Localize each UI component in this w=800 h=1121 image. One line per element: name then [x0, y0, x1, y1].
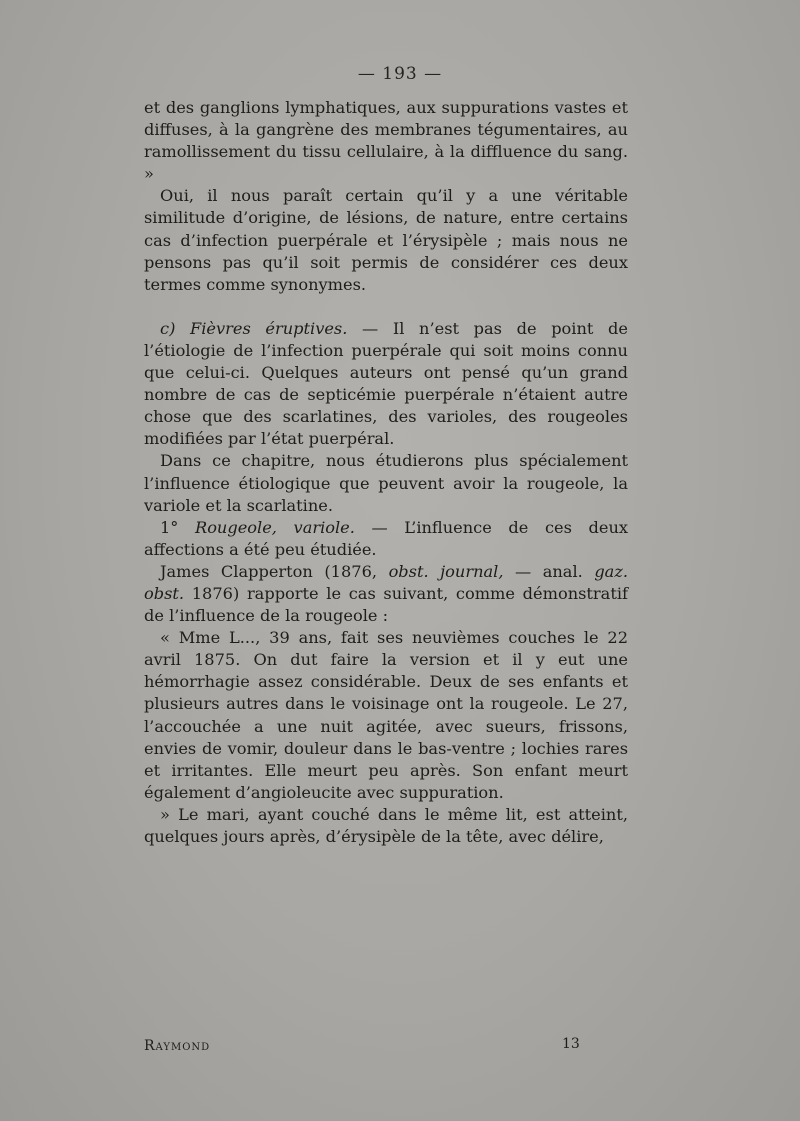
- paragraph: [144, 561, 628, 627]
- text-run: 1°: [160, 517, 195, 537]
- subsection-heading: Rougeole, variole.: [195, 517, 355, 537]
- page-number: — 193 —: [357, 64, 443, 84]
- text-run: et des ganglions lymphatiques, aux suppurations vastes et diffuses, à la gangrène des membranes tégumentaires, au ramollissement du tissu cellulaire, à la diffluence du sang. »: [144, 98, 628, 184]
- signature-mark: 13: [562, 1036, 580, 1052]
- text-run: James Clapperton (1876,: [160, 561, 389, 581]
- paragraph: [144, 97, 628, 185]
- text-run: Oui, il nous paraît certain qu’il y a une véritable similitude d’origine, de lésions, de nature, entre certains cas d’infection puerpérale et l’érysipèle ; mais nous ne pensons pas qu’il soit permis de considérer ces deux termes comme synonymes.: [144, 186, 628, 294]
- paragraph: [144, 450, 628, 516]
- citation-italic: gaz. obst.: [144, 561, 628, 603]
- section-heading: c) Fièvres éruptives.: [160, 318, 348, 338]
- quotation-paragraph: [144, 627, 628, 804]
- section-heading-paragraph: [144, 318, 628, 451]
- text-run: » Le mari, ayant couché dans le même lit, est atteint, quelques jours après, d’érysipèle de la tête, avec délire,: [144, 804, 628, 846]
- text-run: — anal.: [503, 561, 595, 581]
- text-run: « Mme L..., 39 ans, fait ses neuvièmes couches le 22 avril 1875. On dut faire la version et il y eut une hémorrhagie assez considérable. Deux de ses enfants et plusieurs autres dans le voisinage ont la rougeole. Le 27, l’accouchée a une nuit agitée, avec sueurs, frissons, envies de vomir, douleur dans le bas-ventre ; lochies rares et irritantes. Elle meurt peu après. Son enfant meurt également d’angioleucite avec suppuration.: [144, 628, 628, 802]
- paragraph: [144, 185, 628, 295]
- text-run: 1876) rapporte le cas suivant, comme démonstratif de l’influence de la rougeole :: [144, 583, 628, 626]
- text-run: — L’influence de ces deux affections a été peu étudiée.: [144, 517, 628, 559]
- body-text: [144, 97, 628, 848]
- subsection-paragraph: [144, 517, 628, 561]
- text-run: Dans ce chapitre, nous étudierons plus spécialement l’influence étiologique que peuvent avoir la rougeole, la variole et la scarlatine.: [144, 451, 628, 515]
- footer-author: Raymond: [144, 1038, 211, 1054]
- citation-italic: obst. journal,: [388, 561, 504, 581]
- text-run: — Il n’est pas de point de l’étiologie de l’infection puerpérale qui soit moins connu que celui-ci. Quelques auteurs ont pensé qu’un grand nombre de cas de septicémie puerpérale n’étaient autre chose que des scarlatines, des varioles, des rougeoles modifiées par l’état puerpéral.: [144, 318, 628, 449]
- quotation-paragraph: [144, 804, 628, 848]
